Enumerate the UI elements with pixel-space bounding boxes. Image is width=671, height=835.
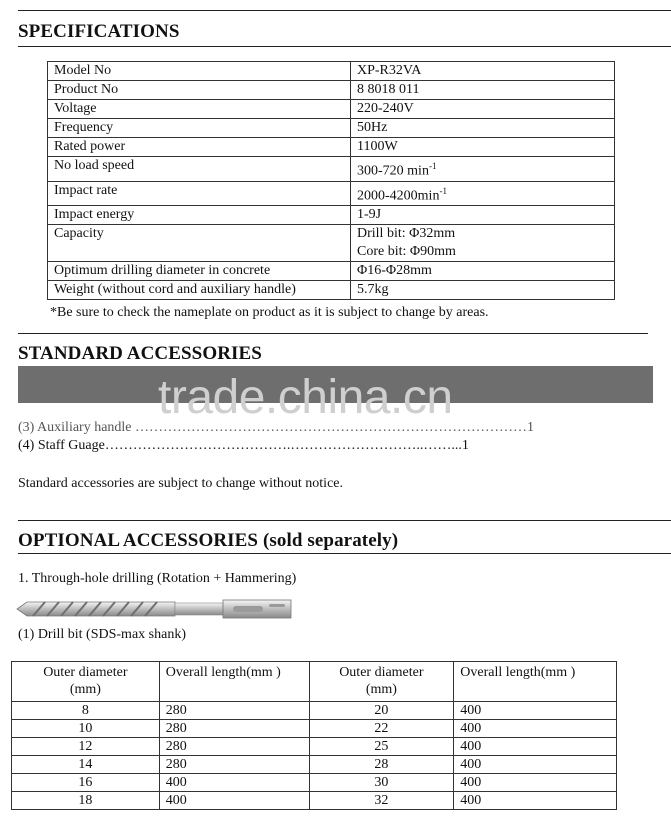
accessory-item-4: (4) Staff Guage………………………………….………………………..……...1 — [18, 438, 469, 453]
table-row — [48, 119, 615, 138]
spec-value: 1-9J — [351, 206, 615, 225]
table-cell: 16 — [12, 774, 160, 792]
specifications-table — [47, 61, 615, 300]
spec-label: Impact rate — [48, 181, 351, 206]
spec-label: Model No — [48, 62, 351, 81]
table-row — [48, 225, 615, 262]
specifications-heading: SPECIFICATIONS — [18, 21, 180, 42]
header-line: (mm) — [365, 682, 397, 697]
table-cell: 400 — [454, 756, 617, 774]
table-cell: 400 — [454, 774, 617, 792]
table-row — [12, 774, 617, 792]
spec-value-sup: -1 — [428, 161, 437, 171]
table-cell: 32 — [309, 792, 454, 810]
table-row — [48, 181, 615, 206]
spec-value: 8 8018 011 — [351, 81, 615, 100]
table-cell: 22 — [309, 720, 454, 738]
specifications-note: *Be sure to check the nameplate on product as it is subject to change by areas. — [50, 305, 489, 320]
table-cell: 400 — [454, 792, 617, 810]
through-hole-drilling-title: 1. Through-hole drilling (Rotation + Hammering) — [18, 571, 297, 586]
capacity-core-bit: Core bit: Φ90mm — [357, 244, 456, 260]
drill-bit-table — [11, 661, 617, 810]
standard-accessories-heading: STANDARD ACCESSORIES — [18, 343, 262, 364]
table-cell: 25 — [309, 738, 454, 756]
standard-accessories-note: Standard accessories are subject to change without notice. — [18, 476, 343, 491]
table-row — [12, 792, 617, 810]
spec-value — [351, 225, 615, 262]
spec-value — [351, 181, 615, 206]
spec-label: Frequency — [48, 119, 351, 138]
table-cell: 20 — [309, 702, 454, 720]
table-cell: 400 — [454, 738, 617, 756]
header-line: Outer diameter — [339, 665, 424, 680]
spec-value: 50Hz — [351, 119, 615, 138]
spec-value: 5.7kg — [351, 281, 615, 300]
table-row — [48, 157, 615, 182]
spec-label: Optimum drilling diameter in concrete — [48, 262, 351, 281]
accessory-item-3: (3) Auxiliary handle …………………………………………………………………………1 — [18, 420, 535, 435]
table-cell: 12 — [12, 738, 160, 756]
table-cell: 400 — [159, 792, 309, 810]
table-row — [48, 206, 615, 225]
table-cell: 280 — [159, 738, 309, 756]
table-cell: 280 — [159, 720, 309, 738]
spec-value-text: 300-720 min — [357, 163, 429, 179]
column-header — [12, 662, 160, 702]
watermark-text: trade.china.cn — [158, 371, 453, 424]
table-cell: 400 — [159, 774, 309, 792]
column-header: Overall length(mm ) — [454, 662, 617, 702]
table-cell: 280 — [159, 702, 309, 720]
table-cell: 8 — [12, 702, 160, 720]
table-row — [12, 702, 617, 720]
table-row — [12, 738, 617, 756]
top-rule — [18, 10, 671, 11]
table-cell: 18 — [12, 792, 160, 810]
specifications-rule — [18, 46, 671, 47]
table-header-row — [12, 662, 617, 702]
table-cell: 400 — [454, 702, 617, 720]
drill-bit-caption: (1) Drill bit (SDS-max shank) — [18, 627, 186, 642]
table-cell: 400 — [454, 720, 617, 738]
spec-value: 1100W — [351, 138, 615, 157]
table-row — [48, 62, 615, 81]
spec-label: Capacity — [48, 225, 351, 262]
table-row — [48, 138, 615, 157]
header-line: Outer diameter — [43, 665, 128, 680]
table-row — [48, 281, 615, 300]
table-row — [12, 756, 617, 774]
table-cell: 30 — [309, 774, 454, 792]
spec-label: No load speed — [48, 157, 351, 182]
optional-bottom-rule — [18, 553, 671, 554]
column-header — [309, 662, 454, 702]
table-row — [12, 720, 617, 738]
spec-value — [351, 157, 615, 182]
table-row — [48, 81, 615, 100]
spec-label: Weight (without cord and auxiliary handle) — [48, 281, 351, 300]
spec-value: XP-R32VA — [351, 62, 615, 81]
column-header: Overall length(mm ) — [159, 662, 309, 702]
optional-accessories-heading: OPTIONAL ACCESSORIES (sold separately) — [18, 530, 399, 551]
spec-label: Impact energy — [48, 206, 351, 225]
spec-value-sup: -1 — [439, 185, 447, 196]
table-cell: 14 — [12, 756, 160, 774]
table-cell: 28 — [309, 756, 454, 774]
standard-top-rule — [18, 333, 648, 334]
optional-top-rule — [18, 520, 671, 521]
table-cell: 10 — [12, 720, 160, 738]
spec-value-text: 2000-4200min — [357, 188, 440, 204]
table-cell: 280 — [159, 756, 309, 774]
table-row — [48, 262, 615, 281]
table-row — [48, 100, 615, 119]
spec-label: Rated power — [48, 138, 351, 157]
spec-label: Product No — [48, 81, 351, 100]
spec-label: Voltage — [48, 100, 351, 119]
spec-value: 220-240V — [351, 100, 615, 119]
header-line: (mm) — [69, 682, 101, 697]
capacity-drill-bit: Drill bit: Φ32mm — [357, 226, 456, 242]
drill-bit-icon — [15, 596, 295, 622]
spec-value: Φ16-Φ28mm — [351, 262, 615, 281]
